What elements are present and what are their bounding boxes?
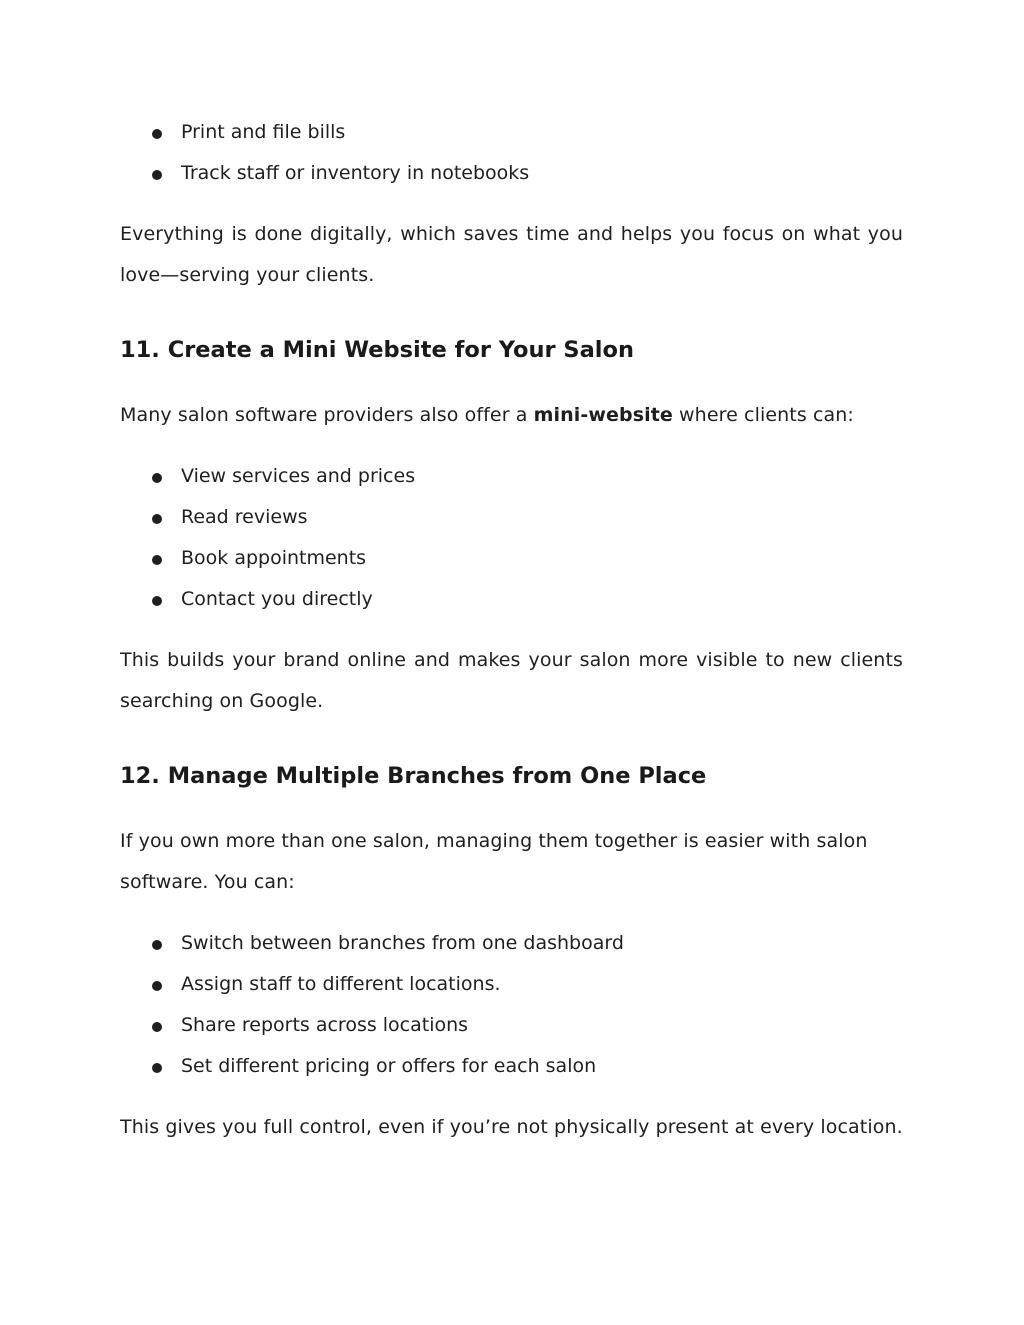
list-item [120,964,903,1005]
document-content [120,112,903,1148]
list-item [120,153,903,194]
bullet-icon [152,555,162,565]
list-item [120,1046,903,1087]
section-11-closing: This builds your brand online and makes your salon more visible to new clients searching on Google. [120,649,903,712]
bullet-icon [152,514,162,524]
list-item-text: Assign staff to different locations. [181,973,501,995]
list-item-text: Print and file bills [181,121,346,143]
list-item [120,1005,903,1046]
bullet-icon [152,981,162,991]
list-item-text: Set different pricing or offers for each salon [181,1055,597,1077]
list-item-text: Read reviews [181,506,308,528]
list-item [120,538,903,579]
section-11-lead [120,395,903,436]
section-11-heading: 11. Create a Mini Website for Your Salon [120,337,634,363]
list-item [120,923,903,964]
bullet-icon [152,129,162,139]
bullet-icon [152,596,162,606]
bullet-icon [152,1022,162,1032]
list-item-text: Book appointments [181,547,367,569]
list-item-text: View services and prices [181,465,416,487]
list-item-text: Share reports across locations [181,1014,469,1036]
list-item [120,112,903,153]
section-11-bullet-list [120,456,903,620]
section-11-lead-text: Many salon software providers also offer a [120,404,534,426]
section-11-lead-bold: mini-website [533,404,673,426]
list-item-text: Contact you directly [181,588,373,610]
section-12-heading: 12. Manage Multiple Branches from One Place [120,763,707,789]
list-item [120,497,903,538]
bullet-icon [152,170,162,180]
list-item-text: Switch between branches from one dashboard [181,932,624,954]
section-12-bullet-list [120,923,903,1087]
list-item-text: Track staff or inventory in notebooks [181,162,530,184]
bullet-icon [152,1063,162,1073]
top-bullet-list [120,112,903,194]
bullet-icon [152,473,162,483]
list-item [120,579,903,620]
bullet-icon [152,940,162,950]
list-item [120,456,903,497]
section-12-closing: This gives you full control, even if you’re not physically present at every location. [120,1116,903,1138]
section-12-lead: If you own more than one salon, managing them together is easier with salon software. You can: [120,830,868,893]
section-11-lead-text-end: where clients can: [672,404,854,426]
intro-paragraph: Everything is done digitally, which saves time and helps you focus on what you love—serving your clients. [120,223,903,286]
